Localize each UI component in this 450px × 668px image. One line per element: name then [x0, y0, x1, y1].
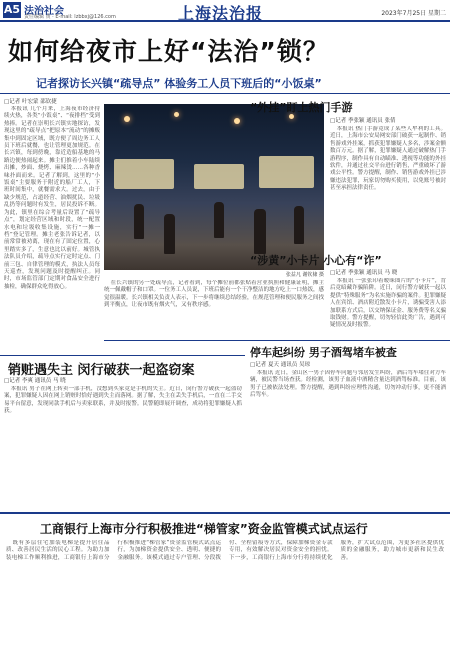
story-title-cards-fraud: “涉黄”小卡片 小心有“诈”	[250, 254, 382, 267]
bottom-story-title: 工商银行上海市分行积极推进“梯管家”资金监管模式试点运行	[40, 522, 368, 536]
bottom-story-body: 既有多层住宅加装电梯是提升居住品质、改善居民生活的民心工程。为助力加装电梯工作顺利推进，工商银行上海市分行积极推进“梯管家”资金监管模式试点运行，为加梯资金提供安全、透明、便捷的金融服务。该模式通过专户管理、分段拨付、全程留痕等方式，保障加梯资金专款专用，有效解决居民对资金安全的担忧。下一步，工商银行上海市分行将持续优化服务，扩大试点范围，为更多社区提供优质的金融服务，助力城市更新和民生改善。	[6, 540, 444, 561]
masthead: 上海法治报	[178, 4, 264, 23]
divider	[104, 340, 450, 341]
night-market-photo	[104, 104, 324, 270]
story-byline-game-cheat: □记者 季张颖 通讯员 张倩	[330, 118, 396, 124]
story-body-drunk-driving: 本报讯 近日，金山区一男子因停车问题与邻居发生纠纷，酒后驾车堵住对方车辆，被民警当场查获。经检测，该男子血液中酒精含量达到酒驾标准。目前，该男子已被依法处理。警方提醒，遇到纠纷应理性沟通，切勿冲动行事，更不能酒后驾车。	[250, 370, 446, 399]
issue-date: 2023年7月25日 星期二	[381, 10, 446, 17]
story-title-theft: 销赃遇失主 闵行破获一起盗窃案	[8, 363, 195, 378]
lead-body: 本报讯 几个月来，上海夜市经济持续火热，各类“小饭桌”、“夜排档”受到热捧。记者在崇明长兴镇实地探访，发现这里的“疏导点”把原本“流动”的摊贩集中到固定区域，既方便了周边务工人员下班后就餐，也让管理更加规范。在长兴镇，每到傍晚，靠近造船基地的马路边便热闹起来。摊主们推着小车陆续出摊，炒面、烧烤、麻辣烫……各种香味扑面而来。记者了解到，这里的“小饭桌”主要服务于附近的船厂工人，下班时间集中，就餐需求大。过去，由于缺少规范，占道经营、油烟扰民、垃圾乱扔等问题时有发生，居民投诉不断。为此，镇里在综合考量后设置了“疏导点”，划定经营区域和时段，统一配置水电和垃圾收集设施，实行“一摊一档”登记管理。摊主老张告诉记者，以前常常被劝离，现在有了固定位置，心里踏实多了，生意也比以前好。城管执法队员介绍，疏导点实行定时定点、门前三包、自律管理的模式，执法人员每天巡查，发现问题及时提醒纠正。同时，市场监管部门定期对食品安全进行抽检，确保群众吃得放心。	[4, 106, 100, 290]
story-body-cards-fraud: 本报讯 一张张印着暧昧图片的“小卡片”，背后竟暗藏诈骗陷阱。近日，闵行警方破获一起以提供“特殊服务”为名实施诈骗的案件。犯罪嫌疑人在宾馆、酒店附近散发小卡片，诱骗受害人添加联系方式后，以交纳保证金、服务费等名义骗取钱财。警方提醒，切勿轻信此类广告，遇到可疑情况及时报警。	[330, 278, 446, 329]
story-byline-drunk-driving: □记者 夏天 通讯员 吴琼	[250, 362, 310, 368]
divider	[0, 355, 245, 356]
divider	[0, 93, 450, 94]
story-title-game-cheat: “外挂”盯上热门手游	[250, 101, 353, 114]
story-byline-cards-fraud: □记者 季张颖 通讯员 马 晓	[330, 270, 398, 276]
lead-subhead: 记者探访长兴镇“疏导点” 体验务工人员下班后的“小饭桌”	[36, 77, 322, 90]
page-header	[0, 0, 450, 22]
editor-meta: 责任编辑 黄 · E-mail: lzbbxj@126.com	[24, 14, 116, 20]
story-body-game-cheat: 本报讯 热门手游竟成了某些人牟利的工具。近日，上海市公安局网安部门破获一起制作、销售游戏外挂案，抓获犯罪嫌疑人多名，涉案金额数百万元。据了解，犯罪嫌疑人通过破解热门手游程序，制作具有自动瞄准、透视等功能的外挂软件，并通过社交平台进行销售，严重破坏了游戏公平性。警方提醒，制作、销售游戏外挂已涉嫌违法犯罪，玩家切勿购买使用，以免账号被封甚至承担法律责任。	[330, 126, 446, 192]
lead-byline: □记者 叶宏蒙 邵钦捷	[4, 99, 57, 105]
story-title-drunk-driving: 停车起纠纷 男子酒驾堵车被查	[250, 346, 397, 359]
page-number: A5	[3, 3, 21, 16]
section-title: 法治社会	[24, 6, 64, 17]
photo-caption: 张益凡 谢钦棣 摄	[285, 272, 324, 278]
lead-body-continued: 在长兴镇的另一处疏导点，记者看到，每个摊位前都张贴着营业执照和健康证明，摊主统一佩戴帽子和口罩。一位务工人员说，下班后能有一个干净整洁的地方吃上一口热饭，感觉很温暖。长兴镇相关负责人表示，下一步将继续总结经验，在规范管理和便民服务之间找到平衡点，让夜市既有烟火气，又有秩序感。	[104, 280, 324, 309]
lead-headline: 如何给夜市上好“法治”锁？	[8, 37, 329, 66]
story-body-theft: 本报讯 男子在网上转卖一部手机，没想到买家竟是手机的失主。近日，闵行警方破获一起盗窃案，犯罪嫌疑人因在网上销赃时恰好遇到失主而落网。据了解，失主在丢失手机后，一直在二手交易平台留意，发现同款手机后与卖家联系，并及时报警。民警随即展开调查，成功将犯罪嫌疑人抓获。	[4, 386, 242, 415]
story-byline-theft: □记者 李爽 通讯员 马 晓	[4, 378, 66, 384]
